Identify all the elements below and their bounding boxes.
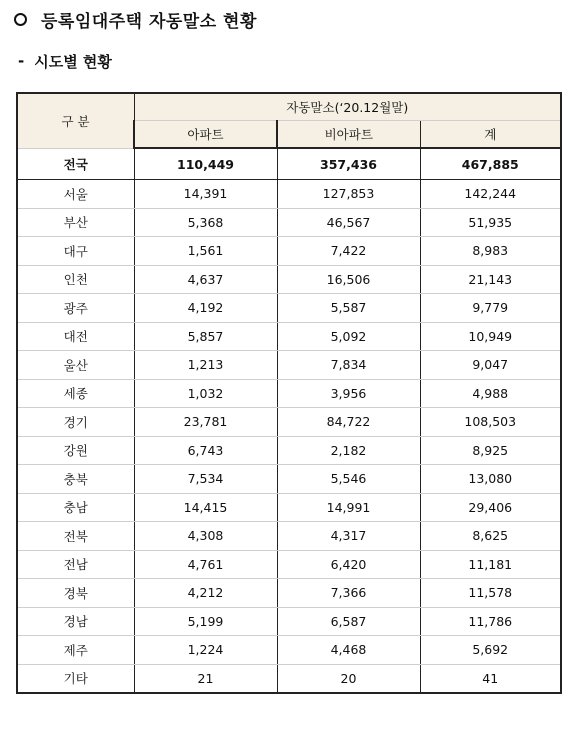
apartment-cell: 4,637 [134, 265, 277, 294]
region-cell: 세종 [17, 379, 134, 408]
non-apartment-cell: 5,092 [277, 322, 420, 351]
table-row [17, 322, 561, 351]
table-row [17, 493, 561, 522]
region-cell: 전남 [17, 550, 134, 579]
total-cell: 51,935 [420, 208, 561, 237]
region-cell: 충남 [17, 493, 134, 522]
total-cell: 11,786 [420, 607, 561, 636]
apartment-cell: 5,368 [134, 208, 277, 237]
apartment-cell: 4,192 [134, 294, 277, 323]
non-apartment-cell: 7,422 [277, 237, 420, 266]
document-title-text: 등록임대주택 자동말소 현황 [41, 11, 257, 32]
total-cell: 8,983 [420, 237, 561, 266]
table-row [17, 664, 561, 693]
non-apartment-cell: 5,587 [277, 294, 420, 323]
apartment-cell: 4,212 [134, 579, 277, 608]
table-row [17, 550, 561, 579]
group-header: 자동말소(‘20.12월말) [134, 93, 561, 121]
non-apartment-cell: 46,567 [277, 208, 420, 237]
apartment-cell: 5,857 [134, 322, 277, 351]
apartment-cell: 4,308 [134, 522, 277, 551]
total-cell: 11,181 [420, 550, 561, 579]
region-cell: 전국 [17, 148, 134, 180]
apartment-cell: 7,534 [134, 465, 277, 494]
table-row [17, 208, 561, 237]
apartment-cell: 23,781 [134, 408, 277, 437]
table-row [17, 522, 561, 551]
region-cell: 강원 [17, 436, 134, 465]
table-row [17, 351, 561, 380]
region-cell: 울산 [17, 351, 134, 380]
column-header-apartment: 아파트 [134, 121, 277, 149]
region-cell: 기타 [17, 664, 134, 693]
region-cell: 부산 [17, 208, 134, 237]
non-apartment-cell: 7,834 [277, 351, 420, 380]
region-cell: 경북 [17, 579, 134, 608]
non-apartment-cell: 16,506 [277, 265, 420, 294]
total-cell: 41 [420, 664, 561, 693]
non-apartment-cell: 5,546 [277, 465, 420, 494]
apartment-cell: 14,415 [134, 493, 277, 522]
apartment-cell: 21 [134, 664, 277, 693]
section-subtitle-text: 시도별 현황 [34, 52, 112, 71]
table-row [17, 379, 561, 408]
apartment-cell: 4,761 [134, 550, 277, 579]
region-cell: 전북 [17, 522, 134, 551]
non-apartment-cell: 14,991 [277, 493, 420, 522]
total-cell: 21,143 [420, 265, 561, 294]
region-cell: 경남 [17, 607, 134, 636]
document-title [14, 4, 257, 34]
nationwide-total-row [17, 148, 561, 180]
region-cell: 광주 [17, 294, 134, 323]
total-cell: 4,988 [420, 379, 561, 408]
total-cell: 8,625 [420, 522, 561, 551]
non-apartment-cell: 3,956 [277, 379, 420, 408]
total-cell: 9,047 [420, 351, 561, 380]
non-apartment-cell: 2,182 [277, 436, 420, 465]
non-apartment-cell: 4,468 [277, 636, 420, 665]
non-apartment-cell: 6,420 [277, 550, 420, 579]
region-header: 구 분 [17, 93, 134, 148]
apartment-cell: 6,743 [134, 436, 277, 465]
apartment-cell: 1,213 [134, 351, 277, 380]
table-row [17, 294, 561, 323]
table-row [17, 180, 561, 209]
total-cell: 29,406 [420, 493, 561, 522]
apartment-cell: 1,032 [134, 379, 277, 408]
table-row [17, 237, 561, 266]
apartment-cell: 1,561 [134, 237, 277, 266]
deregistration-table [16, 92, 562, 694]
region-cell: 대구 [17, 237, 134, 266]
apartment-cell: 5,199 [134, 607, 277, 636]
subtitle-dash: - [18, 52, 25, 70]
column-header-total: 계 [420, 121, 561, 149]
table-row [17, 607, 561, 636]
total-cell: 8,925 [420, 436, 561, 465]
region-cell: 대전 [17, 322, 134, 351]
non-apartment-cell: 20 [277, 664, 420, 693]
circle-bullet-icon [14, 13, 27, 26]
total-cell: 11,578 [420, 579, 561, 608]
column-header-non-apartment: 비아파트 [277, 121, 420, 149]
apartment-cell: 14,391 [134, 180, 277, 209]
total-cell: 142,244 [420, 180, 561, 209]
apartment-cell: 110,449 [134, 148, 277, 180]
header-row [17, 93, 561, 121]
total-cell: 10,949 [420, 322, 561, 351]
region-cell: 경기 [17, 408, 134, 437]
non-apartment-cell: 4,317 [277, 522, 420, 551]
total-cell: 5,692 [420, 636, 561, 665]
table-row [17, 579, 561, 608]
apartment-cell: 1,224 [134, 636, 277, 665]
non-apartment-cell: 7,366 [277, 579, 420, 608]
table-row [17, 436, 561, 465]
table-row [17, 408, 561, 437]
total-cell: 467,885 [420, 148, 561, 180]
total-cell: 108,503 [420, 408, 561, 437]
region-cell: 인천 [17, 265, 134, 294]
non-apartment-cell: 6,587 [277, 607, 420, 636]
section-subtitle [18, 48, 112, 74]
non-apartment-cell: 127,853 [277, 180, 420, 209]
table-row [17, 636, 561, 665]
non-apartment-cell: 357,436 [277, 148, 420, 180]
table-row [17, 265, 561, 294]
region-cell: 충북 [17, 465, 134, 494]
table-row [17, 465, 561, 494]
region-cell: 제주 [17, 636, 134, 665]
total-cell: 13,080 [420, 465, 561, 494]
non-apartment-cell: 84,722 [277, 408, 420, 437]
region-cell: 서울 [17, 180, 134, 209]
total-cell: 9,779 [420, 294, 561, 323]
